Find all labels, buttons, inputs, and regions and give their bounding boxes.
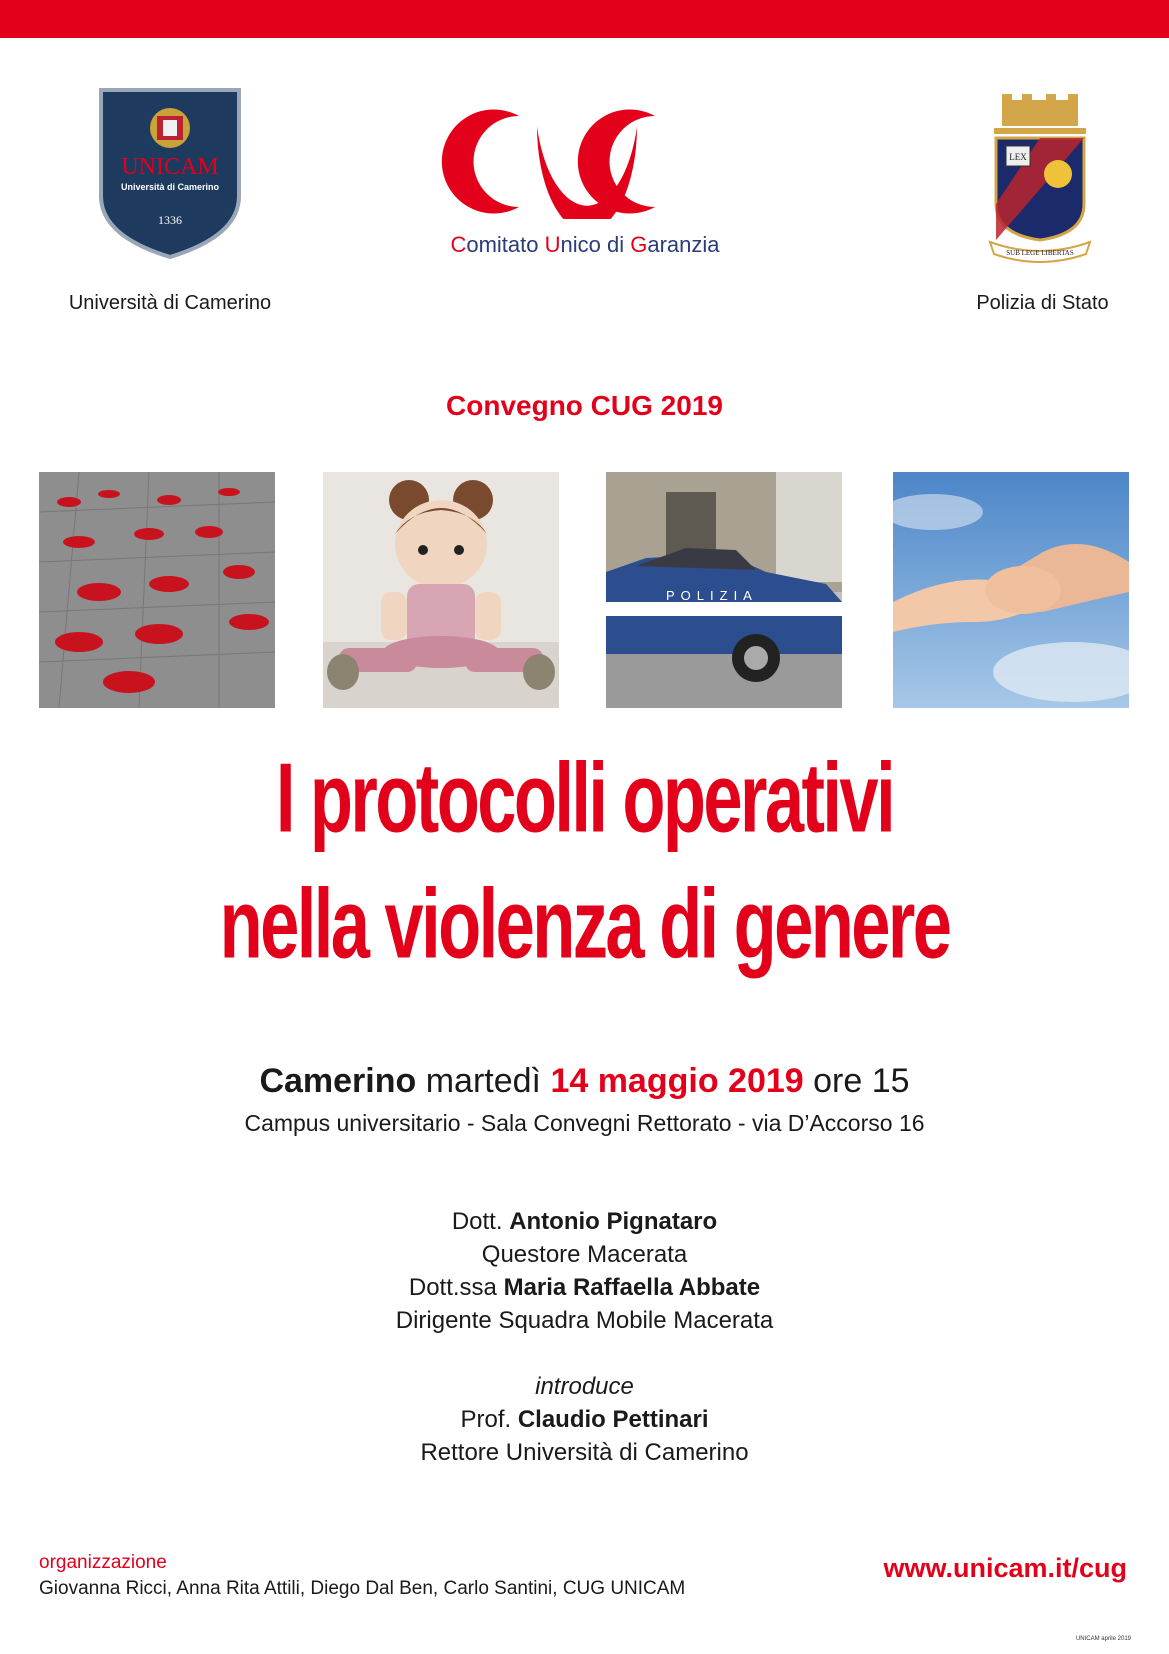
shield-year: 1336 [158, 213, 182, 227]
organization-names: Giovanna Ricci, Anna Rita Attili, Diego Dal Ben, Carlo Santini, CUG UNICAM [39, 1578, 686, 1599]
red-shoes-photo [39, 472, 275, 708]
cug-full-name: Comitato Unico di Garanzia [450, 232, 720, 257]
date-line [0, 1062, 1169, 1101]
shield-subtitle: Università di Camerino [120, 182, 220, 192]
speaker-3-role: Rettore Università di Camerino [420, 1439, 749, 1466]
cug-logo [437, 104, 737, 219]
event-date: 14 maggio 2019 [550, 1062, 804, 1100]
event-time: ore 15 [813, 1062, 910, 1100]
crest-motto: SUB LEGE LIBERTAS [1006, 249, 1074, 257]
speaker-1: Dott. Antonio Pignataro [451, 1208, 718, 1235]
crochet-doll-photo [323, 472, 559, 708]
police-car-photo [606, 472, 842, 708]
unicam-caption: Università di Camerino [68, 292, 272, 314]
crest-lex: LEX [1009, 152, 1027, 162]
unicam-shield-logo [97, 86, 243, 261]
polizia-caption: Polizia di Stato [976, 292, 1109, 314]
shield-title: UNICAM [121, 154, 219, 180]
speaker-2-role: Dirigente Squadra Mobile Macerata [395, 1307, 774, 1334]
polizia-crest-logo [980, 92, 1100, 267]
print-credit: UNICAM aprile 2019 [1075, 1636, 1131, 1642]
organization-label: organizzazione [39, 1552, 167, 1573]
top-red-bar [0, 0, 1169, 38]
website-link[interactable]: www.unicam.it/cug [883, 1553, 1127, 1583]
weekday: martedì [425, 1062, 541, 1100]
speaker-3: Prof. Claudio Pettinari [460, 1406, 709, 1433]
speakers-block [0, 1205, 1169, 1469]
speaker-2: Dott.ssa Maria Raffaella Abbate [408, 1274, 761, 1301]
venue: Campus universitario - Sala Convegni Rettorato - via D’Accorso 16 [244, 1110, 925, 1136]
speaker-1-role: Questore Macerata [481, 1241, 688, 1268]
intro-label: introduce [535, 1373, 634, 1400]
holding-hands-photo [893, 472, 1129, 708]
title-line-2: nella violenza di genere [219, 869, 950, 979]
event-label: Convegno CUG 2019 [446, 390, 723, 421]
city: Camerino [259, 1062, 417, 1100]
car-lettering: POLIZIA [666, 588, 758, 603]
title-line-1: I protocolli operativi [275, 743, 894, 853]
